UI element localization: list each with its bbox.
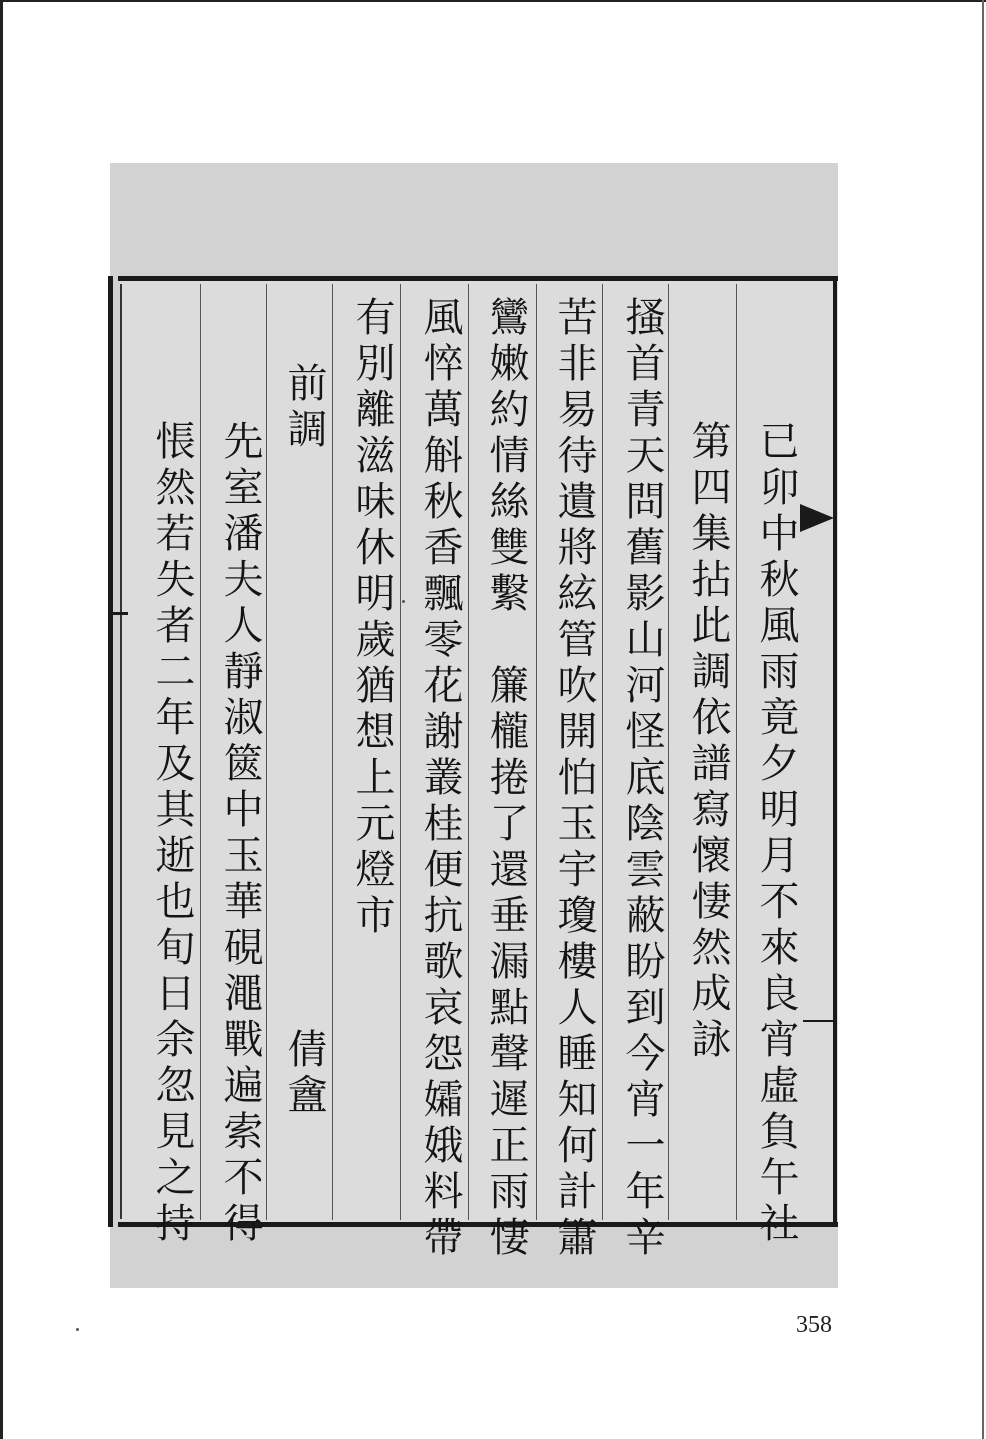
fish-tail-rule xyxy=(803,1020,835,1022)
column-rule xyxy=(536,284,537,1220)
text-column-9: 悵然若失者二年及其逝也旬日余忽見之持 xyxy=(149,420,195,1248)
frame-border-left xyxy=(108,276,113,1227)
ink-speck xyxy=(402,600,405,603)
text-column-6: 風悴萬斛秋香飄零花謝叢桂便抗歌哀怨孀娥料帶 xyxy=(417,296,463,1262)
text-column-4: 苦非易待遺將絃管吹開怕玉宇瓊樓人睡知何計簫 xyxy=(551,296,597,1262)
column-rule xyxy=(200,284,201,1220)
column-rule xyxy=(736,284,737,1220)
fish-tail-mark xyxy=(800,504,834,532)
frame-border-top xyxy=(118,276,838,281)
column-rule xyxy=(400,284,401,1220)
scan-edge-right xyxy=(982,0,984,1439)
scan-edge-left xyxy=(0,0,3,1439)
page-number: 358 xyxy=(796,1312,832,1338)
ink-speck xyxy=(76,1328,79,1331)
text-column-3: 搔首青天問舊影山河怪底陰雲蔽盼到今宵一年辛 xyxy=(619,296,665,1262)
text-column-1: 已卯中秋風雨竟夕明月不來良宵虛負午社 xyxy=(753,420,799,1248)
column-rule xyxy=(332,284,333,1220)
column-rule xyxy=(468,284,469,1220)
frame-border-right xyxy=(833,276,837,1227)
text-column-5: 鸞嫩約情絲雙繫 簾櫳捲了還垂漏點聲遲正雨悽 xyxy=(483,296,529,1262)
text-column-7: 有別離滋味休明歲猶想上元燈市 xyxy=(349,296,395,940)
poem-title: 前調 xyxy=(281,362,327,454)
scan-edge-top xyxy=(0,0,986,2)
text-column-2: 第四集拈此調依譜寫懷悽然成詠 xyxy=(685,420,731,1064)
author-name: 倩盦 xyxy=(281,1028,327,1120)
frame-border-left-inner xyxy=(120,284,122,1219)
column-rule xyxy=(602,284,603,1220)
text-column-8: 先室潘夫人靜淑篋中玉華硯澠戰遍索不得 xyxy=(217,420,263,1248)
left-notch-mark xyxy=(112,612,128,615)
